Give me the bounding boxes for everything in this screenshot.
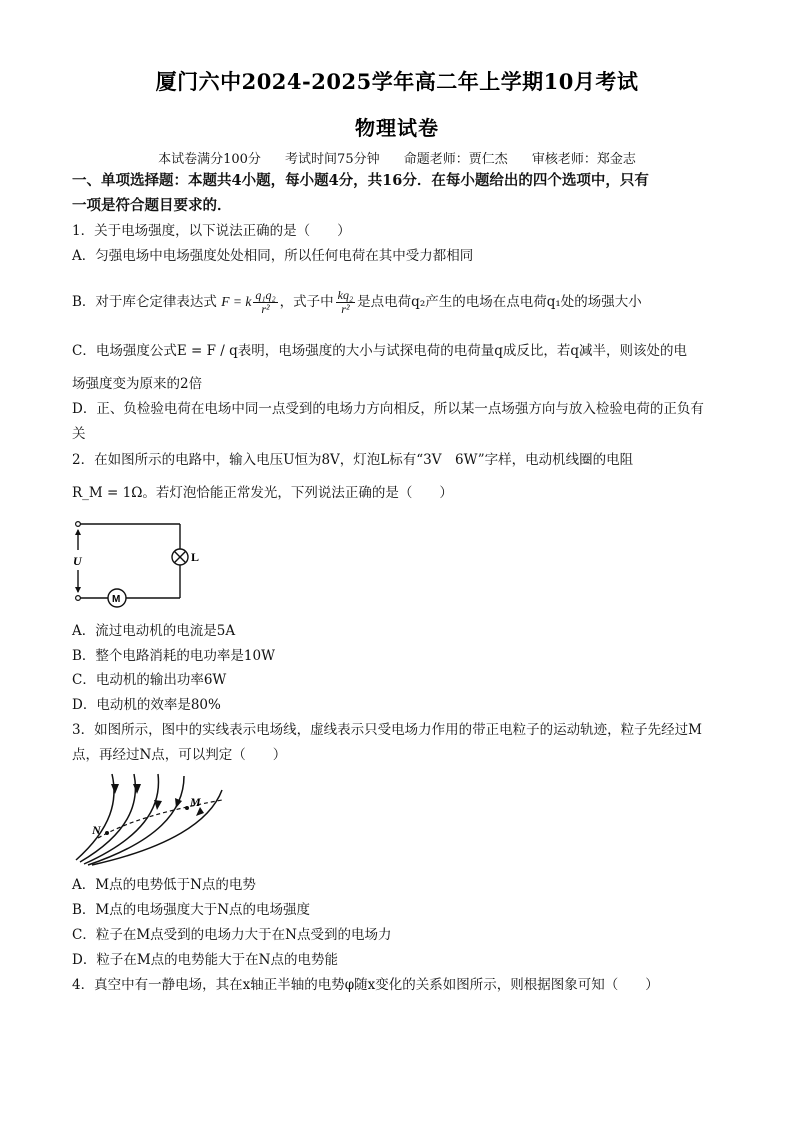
- circuit-diagram: [70, 518, 210, 610]
- coulomb-denominator: r²: [261, 302, 270, 316]
- arrow-icon-4: [175, 798, 182, 808]
- q3-stem-line1: 3．如图所示，图中的实线表示电场线，虚线表示只受电场力作用的带正电粒子的运动轨迹，粒子先经过M: [72, 722, 702, 738]
- q1-option-d-line1: D．正、负检验电荷在电场中同一点受到的电场力方向相反，所以某一点场强方向与放入检验电荷的正负有: [72, 401, 704, 417]
- arrow-icon-1: [111, 784, 119, 794]
- q3-option-b: B．M点的电场强度大于N点的电场强度: [72, 902, 311, 918]
- q1-option-c-line2: 场强度变为原来的2倍: [72, 376, 203, 392]
- author: 命题老师：贾仁杰: [403, 152, 508, 167]
- arrow-icon-2: [133, 784, 141, 794]
- arrow-down-icon: [75, 587, 81, 593]
- q2-option-a: A．流过电动机的电流是5A: [72, 623, 236, 639]
- q2-option-b: B．整个电路消耗的电功率是10W: [72, 648, 275, 664]
- exam-meta: [0, 148, 794, 167]
- point-n: [105, 831, 109, 835]
- field-line-1: [76, 774, 114, 860]
- point-m: [185, 806, 189, 810]
- label-n-point: N: [92, 823, 101, 837]
- q1-b-formula-lhs: F = k: [221, 294, 252, 309]
- q3-stem-line2: 点，再经过N点，可以判定（ ）: [72, 747, 287, 763]
- coulomb-fraction: [253, 289, 277, 316]
- section1-heading-line2: 一项是符合题目要求的．: [72, 197, 232, 214]
- label-l: L: [191, 550, 200, 564]
- terminal-bottom: [76, 596, 81, 601]
- q1-b-middle: ，式子中: [279, 294, 334, 310]
- section1-heading-line1: 一、单项选择题：本题共4小题，每小题4分，共16分．在每小题给出的四个选项中，只有: [72, 172, 649, 189]
- q1-option-d-line2: 关: [72, 426, 86, 442]
- q1-b-suffix: 是点电荷q₂产生的电场在点电荷q₁处的场强大小: [357, 294, 642, 310]
- q3-option-d: D．粒子在M点的电势能大于在N点的电势能: [72, 952, 338, 968]
- full-score: 本试卷满分100分: [158, 152, 261, 167]
- field-lines-diagram: [72, 770, 232, 866]
- q3-option-c: C．粒子在M点受到的电场力大于在N点受到的电场力: [72, 927, 392, 943]
- q2-stem-line1: 2．在如图所示的电路中，输入电压U恒为8V，灯泡L标有“3V 6W”字样，电动机线圈的电阻: [72, 452, 634, 468]
- q1-option-c-line1: C．电场强度公式E = F / q表明，电场强度的大小与试探电荷的电荷量q成反比，若q减半，则该处的电: [72, 343, 688, 359]
- q2-option-c: C．电动机的输出功率6W: [72, 672, 227, 688]
- arrow-up-icon: [75, 529, 81, 535]
- arrow-icon-3: [154, 800, 162, 810]
- subject-title: 物理试卷: [355, 116, 439, 140]
- label-m: M: [112, 594, 121, 605]
- field-fraction: [336, 289, 356, 316]
- q3-option-a: A．M点的电势低于N点的电势: [72, 877, 256, 893]
- q1-option-b: [72, 289, 732, 316]
- q2-option-d: D．电动机的效率是80%: [72, 697, 221, 713]
- label-m-point: M: [190, 795, 201, 809]
- q1-stem: 1．关于电场强度，以下说法正确的是（ ）: [72, 223, 351, 239]
- exam-title: 厦门六中2024-2025学年高二年上学期10月考试: [155, 69, 639, 94]
- field-line-3: [84, 774, 158, 864]
- q4-stem: 4．真空中有一静电场，其在x轴正半轴的电势φ随x变化的关系如图所示，则根据图象可知（ ）: [72, 977, 659, 993]
- label-u: U: [73, 554, 82, 568]
- field-numerator: kq₂: [337, 288, 354, 302]
- field-denominator: r²: [341, 302, 350, 316]
- terminal-top: [76, 522, 81, 527]
- reviewer: 审核老师：郑金志: [531, 152, 636, 167]
- exam-time: 考试时间75分钟: [285, 152, 380, 167]
- q2-stem-line2: R_M = 1Ω。若灯泡恰能正常发光，下列说法正确的是（ ）: [72, 485, 453, 501]
- q1-b-prefix: B．对于库仑定律表达式: [72, 294, 217, 310]
- q1-option-a: A．匀强电场中电场强度处处相同，所以任何电荷在其中受力都相同: [72, 248, 474, 264]
- coulomb-numerator: q₁q₂: [255, 288, 276, 302]
